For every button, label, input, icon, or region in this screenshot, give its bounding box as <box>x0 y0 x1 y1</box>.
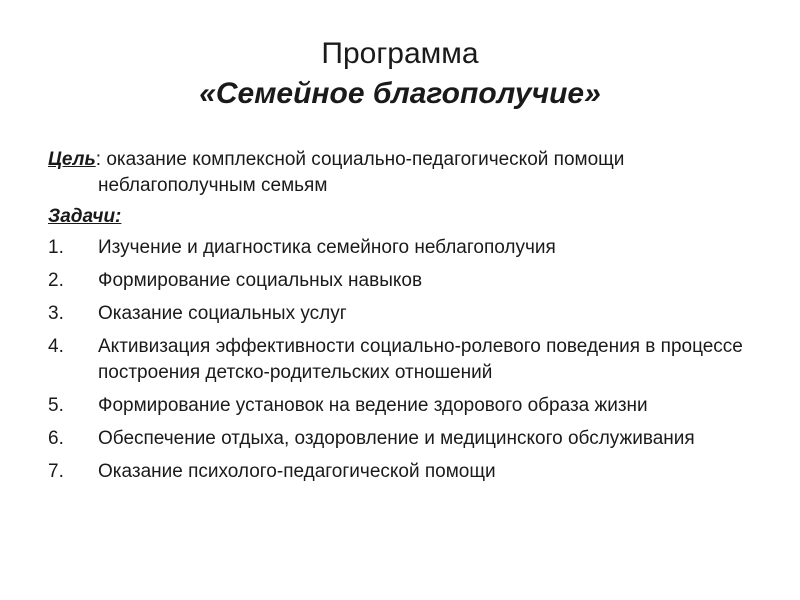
list-item <box>48 301 778 327</box>
list-item-text: Формирование установок на ведение здорового образа жизни <box>98 395 648 416</box>
list-item-number: 2. <box>48 270 64 291</box>
tasks-list <box>48 235 778 485</box>
goal-text-line2: неблагополучным семьям <box>98 175 328 196</box>
slide-title <box>0 34 800 114</box>
list-item-text: Обеспечение отдыха, оздоровление и медицинского обслуживания <box>98 428 695 449</box>
list-item <box>48 268 778 294</box>
list-item-text: Изучение и диагностика семейного неблагополучия <box>98 237 556 258</box>
list-item-text: Формирование социальных навыков <box>98 270 423 291</box>
list-item <box>48 235 778 261</box>
list-item <box>48 334 778 386</box>
title-line-program-name: «Семейное благополучие» <box>199 77 601 110</box>
list-item-number: 7. <box>48 461 64 482</box>
goal-first-line <box>48 147 778 173</box>
list-item <box>48 393 778 419</box>
goal-separator: : <box>95 149 102 170</box>
title-line-program: Программа <box>321 37 479 70</box>
list-item-number: 5. <box>48 395 64 416</box>
list-item-text: Активизация эффективности социально-ролевого поведения в процессе построения детско-родительских отношений <box>98 336 743 383</box>
list-item-number: 6. <box>48 428 64 449</box>
slide-content <box>48 147 778 492</box>
goal-text-line1: оказание комплексной социально-педагогической помощи <box>101 149 625 170</box>
list-item-number: 4. <box>48 336 64 357</box>
list-item-number: 1. <box>48 237 64 258</box>
list-item-text: Оказание социальных услуг <box>98 303 347 324</box>
list-item-text: Оказание психолого-педагогической помощи <box>98 461 496 482</box>
goal-label: Цель <box>48 149 96 170</box>
tasks-label: Задачи: <box>48 206 122 227</box>
goal-paragraph <box>48 147 778 199</box>
list-item <box>48 459 778 485</box>
list-item <box>48 426 778 452</box>
list-item-number: 3. <box>48 303 64 324</box>
